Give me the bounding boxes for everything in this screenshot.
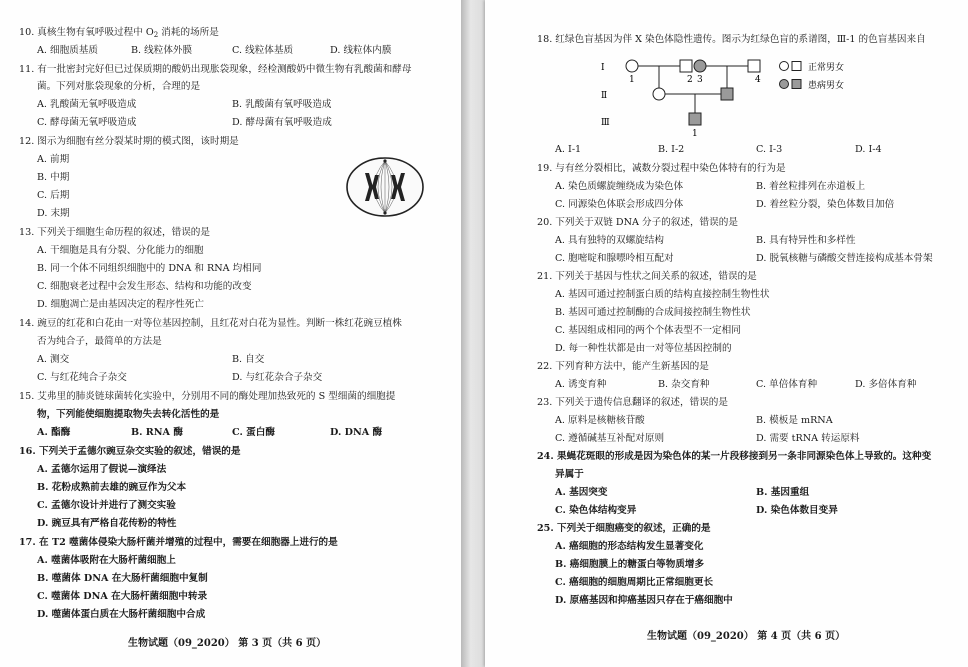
question-14-stem-line1: 14. 豌豆的红花和白花由一对等位基因控制，且红花对白花为显性。判断一株红花豌豆植株 xyxy=(19,318,402,329)
question-11-stem-line2: 菌。下列对胀袋现象的分析，合理的是 xyxy=(37,81,201,92)
q15-option-c: C. 蛋白酶 xyxy=(232,427,275,438)
pedigree-chart xyxy=(595,46,885,138)
q16-option-d: D. 豌豆具有严格自花传粉的特性 xyxy=(37,518,177,529)
exam-page-3 xyxy=(0,0,461,667)
q10-option-d: D. 线粒体内膜 xyxy=(330,45,392,56)
q22-option-d: D. 多倍体育种 xyxy=(855,379,917,390)
page-4-footer: 生物试题（09_2020） 第 4 页（共 6 页） xyxy=(647,631,846,642)
q24-option-c: C. 染色体结构变异 xyxy=(555,505,637,516)
pedigree-I4-number: 4 xyxy=(755,75,761,85)
exam-page-4 xyxy=(485,0,968,667)
question-15-stem-line2: 物，下列能使细胞提取物失去转化活性的是 xyxy=(37,409,220,420)
pedigree-I3-number: 3 xyxy=(697,75,703,85)
mitosis-cell-diagram xyxy=(343,155,427,219)
q23-option-d: D. 需要 tRNA 转运原料 xyxy=(756,433,860,444)
question-11-stem-line1: 11. 有一批密封完好但已过保质期的酸奶出现胀袋现象，经检测酸奶中微生物有乳酸菌和酵母 xyxy=(19,64,412,75)
q10-option-a: A. 细胞质基质 xyxy=(37,45,98,56)
q23-option-a: A. 原料是核糖核苷酸 xyxy=(555,415,645,426)
q20-option-a: A. 具有独特的双螺旋结构 xyxy=(555,235,664,246)
book-spine-gutter xyxy=(461,0,485,667)
q19-option-c: C. 同源染色体联会形成四分体 xyxy=(555,199,684,210)
q22-option-b: B. 杂交育种 xyxy=(658,379,710,390)
q20-option-c: C. 胞嘧啶和腺嘌呤相互配对 xyxy=(555,253,674,264)
q13-option-d: D. 细胞凋亡是由基因决定的程序性死亡 xyxy=(37,299,204,310)
q21-option-b: B. 基因可通过控制酶的合成间接控制生物性状 xyxy=(555,307,751,318)
q13-option-b: B. 同一个体不同组织细胞中的 DNA 和 RNA 均相同 xyxy=(37,263,262,274)
question-22-stem: 22. 下列育种方法中，能产生新基因的是 xyxy=(537,361,709,372)
q25-option-d: D. 原癌基因和抑癌基因只存在于癌细胞中 xyxy=(555,595,733,606)
q11-option-b: B. 乳酸菌有氧呼吸造成 xyxy=(232,99,332,110)
q11-option-a: A. 乳酸菌无氧呼吸造成 xyxy=(37,99,137,110)
question-17-stem: 17. 在 T2 噬菌体侵染大肠杆菌并增殖的过程中，需要在细胞器上进行的是 xyxy=(19,537,338,548)
question-16-stem: 16. 下列关于孟德尔豌豆杂交实验的叙述，错误的是 xyxy=(19,446,241,457)
q16-option-a: A. 孟德尔运用了假说—演绎法 xyxy=(37,464,167,475)
generation-I-label: Ⅰ xyxy=(601,63,605,73)
q18-option-c: C. Ⅰ-3 xyxy=(756,144,783,155)
q10-option-c: C. 线粒体基质 xyxy=(232,45,294,56)
q22-option-c: C. 单倍体育种 xyxy=(756,379,818,390)
question-18-stem: 18. 红绿色盲基因为伴 X 染色体隐性遗传。图示为红绿色盲的系谱图，Ⅲ-1 的色盲基因来自 xyxy=(537,34,926,45)
q18-option-a: A. Ⅰ-1 xyxy=(555,144,582,155)
q25-option-a: A. 癌细胞的形态结构发生显著变化 xyxy=(555,541,704,552)
q21-option-c: C. 基因组成相同的两个个体表型不一定相同 xyxy=(555,325,741,336)
q19-option-b: B. 着丝粒排列在赤道板上 xyxy=(756,181,866,192)
page-3-footer: 生物试题（09_2020） 第 3 页（共 6 页） xyxy=(128,638,327,649)
q13-option-c: C. 细胞衰老过程中会发生形态、结构和功能的改变 xyxy=(37,281,252,292)
question-15-stem-line1: 15. 艾弗里的肺炎链球菌转化实验中，分别用不同的酶处理加热致死的 S 型细菌的细胞提 xyxy=(19,391,396,402)
q15-option-a: A. 酯酶 xyxy=(37,427,71,438)
question-25-stem: 25. 下列关于细胞癌变的叙述，正确的是 xyxy=(537,523,711,534)
q20-option-d: D. 脱氧核糖与磷酸交替连接构成基本骨架 xyxy=(756,253,933,264)
q12-option-b: B. 中期 xyxy=(37,172,70,183)
legend-normal-label: 正常男女 xyxy=(808,63,845,73)
q12-option-a: A. 前期 xyxy=(37,154,70,165)
q13-option-a: A. 干细胞是具有分裂、分化能力的细胞 xyxy=(37,245,204,256)
q19-option-a: A. 染色质螺旋缠绕成为染色体 xyxy=(555,181,684,192)
q16-option-c: C. 孟德尔设计并进行了测交实验 xyxy=(37,500,176,511)
legend-affected-label: 患病男女 xyxy=(808,81,845,91)
q24-option-d: D. 染色体数目变异 xyxy=(756,505,838,516)
q14-option-c: C. 与红花纯合子杂交 xyxy=(37,372,127,383)
question-13-stem: 13. 下列关于细胞生命历程的叙述，错误的是 xyxy=(19,227,210,238)
q18-option-d: D. Ⅰ-4 xyxy=(855,144,882,155)
q24-option-b: B. 基因重组 xyxy=(756,487,810,498)
q17-option-b: B. 噬菌体 DNA 在大肠杆菌细胞中复制 xyxy=(37,573,208,584)
q23-option-c: C. 遵循碱基互补配对原则 xyxy=(555,433,665,444)
generation-II-label: Ⅱ xyxy=(601,91,608,101)
q16-option-b: B. 花粉成熟前去雄的豌豆作为父本 xyxy=(37,482,187,493)
q12-option-c: C. 后期 xyxy=(37,190,70,201)
q17-option-a: A. 噬菌体吸附在大肠杆菌细胞上 xyxy=(37,555,176,566)
q14-option-a: A. 测交 xyxy=(37,354,70,365)
q15-option-b: B. RNA 酶 xyxy=(131,427,183,438)
question-24-stem-line2: 异属于 xyxy=(555,469,584,480)
question-23-stem: 23. 下列关于遗传信息翻译的叙述，错误的是 xyxy=(537,397,728,408)
q21-option-a: A. 基因可通过控制蛋白质的结构直接控制生物性状 xyxy=(555,289,770,300)
q11-option-d: D. 酵母菌有氧呼吸造成 xyxy=(232,117,332,128)
q22-option-a: A. 诱变育种 xyxy=(555,379,607,390)
q24-option-a: A. 基因突变 xyxy=(555,487,608,498)
q25-option-b: B. 癌细胞膜上的糖蛋白等物质增多 xyxy=(555,559,705,570)
q20-option-b: B. 具有特异性和多样性 xyxy=(756,235,856,246)
pedigree-III1-number: 1 xyxy=(692,129,698,138)
generation-III-label: Ⅲ xyxy=(601,118,610,128)
question-10-stem: 10. 真核生物有氧呼吸过程中 $O_2$ 消耗的场所是 xyxy=(19,27,219,39)
q23-option-b: B. 模板是 mRNA xyxy=(756,415,833,426)
q17-option-c: C. 噬菌体 DNA 在大肠杆菌细胞中转录 xyxy=(37,591,208,602)
question-21-stem: 21. 下列关于基因与性状之间关系的叙述，错误的是 xyxy=(537,271,757,282)
q18-option-b: B. Ⅰ-2 xyxy=(658,144,685,155)
q14-option-b: B. 自交 xyxy=(232,354,265,365)
q25-option-c: C. 癌细胞的细胞周期比正常细胞更长 xyxy=(555,577,714,588)
q11-option-c: C. 酵母菌无氧呼吸造成 xyxy=(37,117,137,128)
question-24-stem-line1: 24. 果蝇花斑眼的形成是因为染色体的某一片段移接到另一条非同源染色体上导致的。这种变 xyxy=(537,451,932,462)
pedigree-I2-number: 2 xyxy=(687,75,693,85)
question-20-stem: 20. 下列关于双链 DNA 分子的叙述，错误的是 xyxy=(537,217,738,228)
q17-option-d: D. 噬菌体蛋白质在大肠杆菌细胞中合成 xyxy=(37,609,206,620)
q10-option-b: B. 线粒体外膜 xyxy=(131,45,193,56)
q19-option-d: D. 着丝粒分裂，染色体数目加倍 xyxy=(756,199,895,210)
question-14-stem-line2: 否为纯合子，最简单的方法是 xyxy=(37,336,162,347)
pedigree-I1-number: 1 xyxy=(629,75,635,85)
question-12-stem: 12. 图示为细胞有丝分裂某时期的模式图，该时期是 xyxy=(19,136,239,147)
q12-option-d: D. 末期 xyxy=(37,208,70,219)
q21-option-d: D. 每一种性状都是由一对等位基因控制的 xyxy=(555,343,732,354)
q14-option-d: D. 与红花杂合子杂交 xyxy=(232,372,323,383)
question-19-stem: 19. 与有丝分裂相比，减数分裂过程中染色体特有的行为是 xyxy=(537,163,786,174)
q15-option-d: D. DNA 酶 xyxy=(330,427,383,438)
